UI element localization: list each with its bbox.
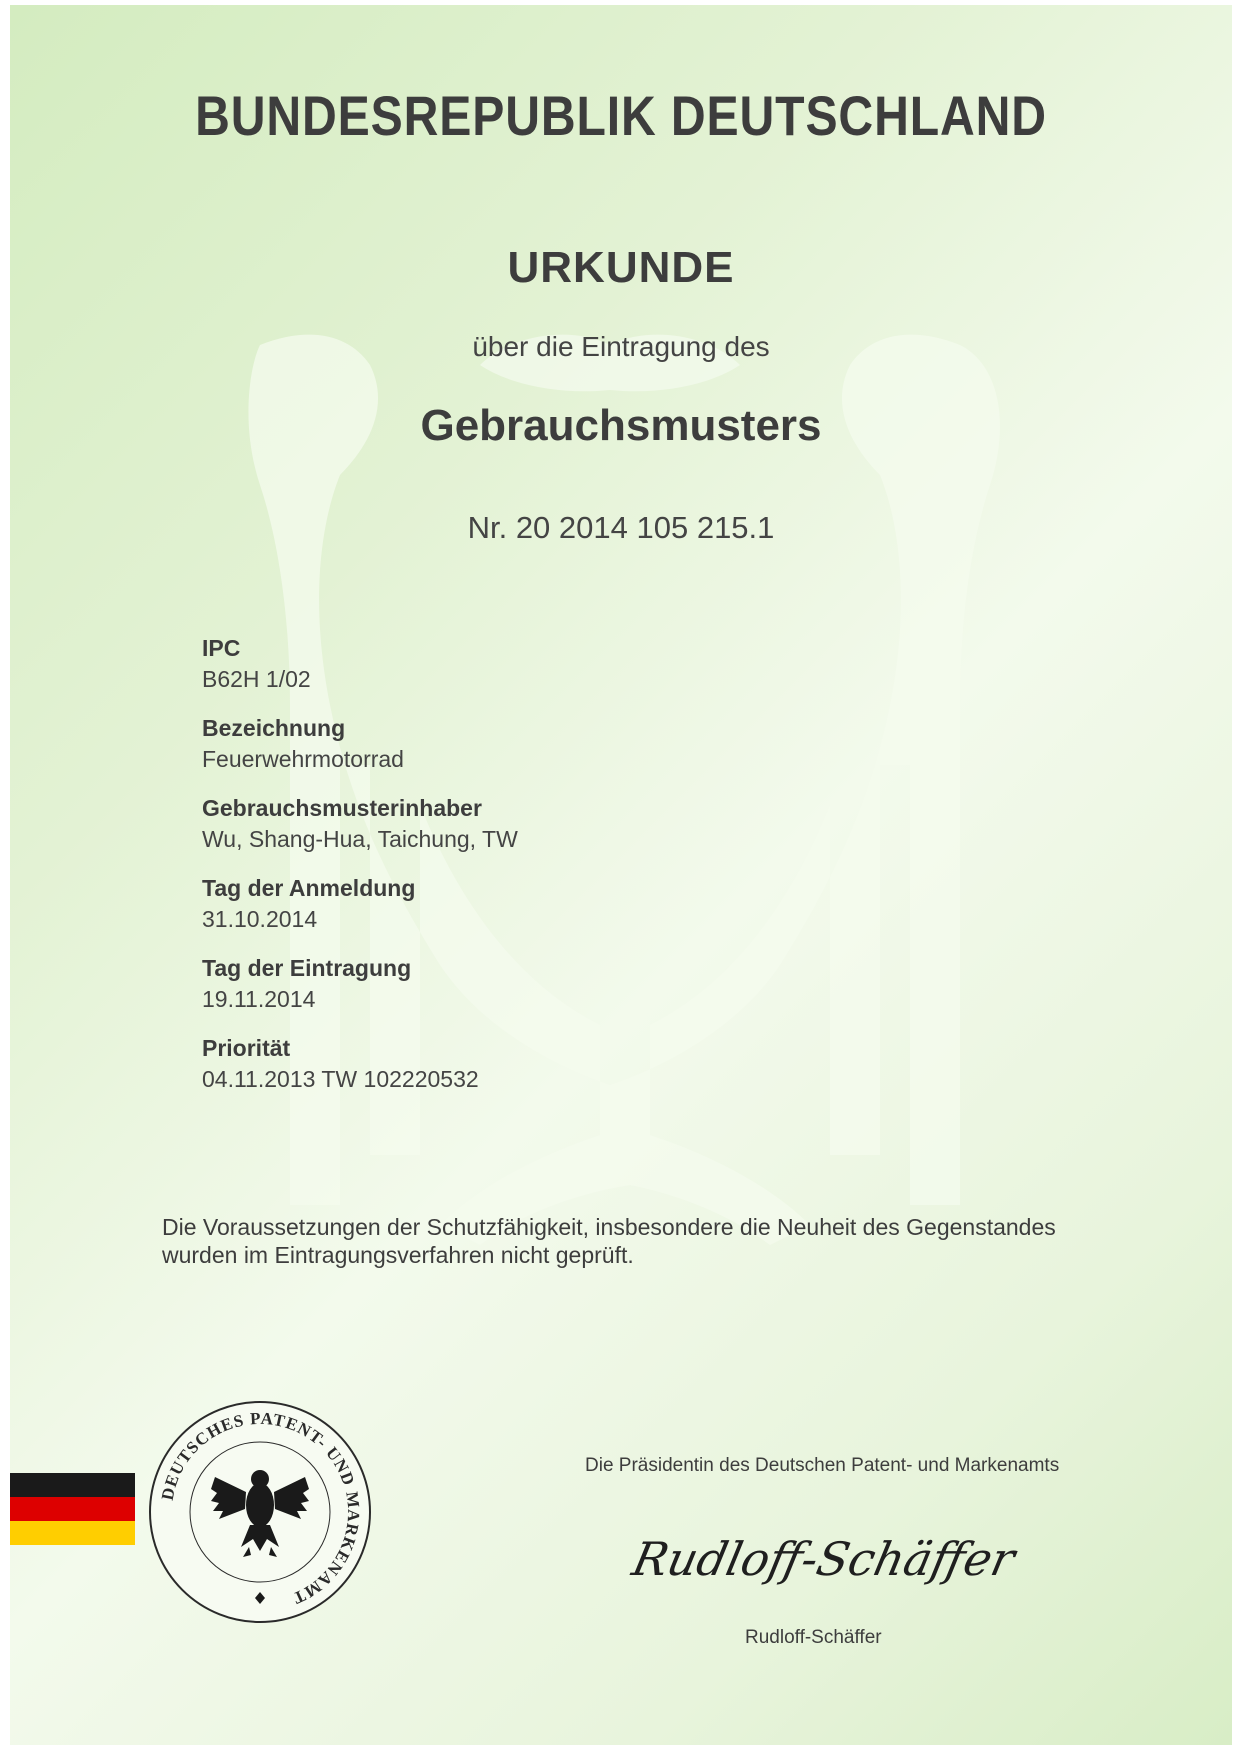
registration-fields <box>202 633 518 1113</box>
field-value: 19.11.2014 <box>202 986 316 1012</box>
registration-number: Nr. 20 2014 105 215.1 <box>467 510 775 545</box>
disclaimer-line: Die Voraussetzungen der Schutzfähigkeit, insbesondere die Neuheit des Gegenstandes <box>162 1214 1056 1240</box>
official-seal <box>145 1397 375 1627</box>
field-label: Bezeichnung <box>202 715 346 741</box>
signature <box>625 1505 1045 1615</box>
field-value: 04.11.2013 TW 102220532 <box>202 1066 479 1092</box>
disclaimer-line: wurden im Eintragungsverfahren nicht geprüft. <box>162 1242 634 1268</box>
certificate-subtitle: über die Eintragung des <box>472 331 770 362</box>
field-value: B62H 1/02 <box>202 666 311 692</box>
field-label: Tag der Anmeldung <box>202 875 416 901</box>
country-heading: BUNDESREPUBLIK DEUTSCHLAND <box>195 84 1047 147</box>
field-label: Priorität <box>202 1035 291 1061</box>
field-prioritaet <box>202 1033 518 1095</box>
field-value: 31.10.2014 <box>202 906 318 932</box>
field-anmeldung <box>202 873 518 935</box>
field-value: Feuerwehrmotorrad <box>202 746 404 772</box>
field-bezeichnung <box>202 713 518 775</box>
disclaimer-text <box>162 1213 1162 1269</box>
certificate-title: URKUNDE <box>507 243 735 292</box>
flag-black-band <box>10 1473 135 1497</box>
flag-red-band <box>10 1497 135 1521</box>
field-label: Gebrauchsmusterinhaber <box>202 795 482 821</box>
flag-gold-band <box>10 1521 135 1545</box>
field-ipc <box>202 633 518 695</box>
seal-text: DEUTSCHES PATENT- UND MARKENAMT <box>157 1408 364 1609</box>
field-label: Tag der Eintragung <box>202 955 412 981</box>
field-eintragung <box>202 953 518 1015</box>
field-label: IPC <box>202 635 241 661</box>
certificate-page <box>10 5 1232 1745</box>
president-title: Die Präsidentin des Deutschen Patent- und Markenamts <box>585 1455 1060 1476</box>
document-type-heading: Gebrauchsmusters <box>420 401 822 450</box>
signature-text: Rudloff-Schäffer <box>627 1532 1020 1586</box>
field-inhaber <box>202 793 518 855</box>
field-value: Wu, Shang-Hua, Taichung, TW <box>202 826 518 852</box>
signer-name: Rudloff-Schäffer <box>745 1627 882 1648</box>
german-flag-stripe <box>10 1473 135 1545</box>
